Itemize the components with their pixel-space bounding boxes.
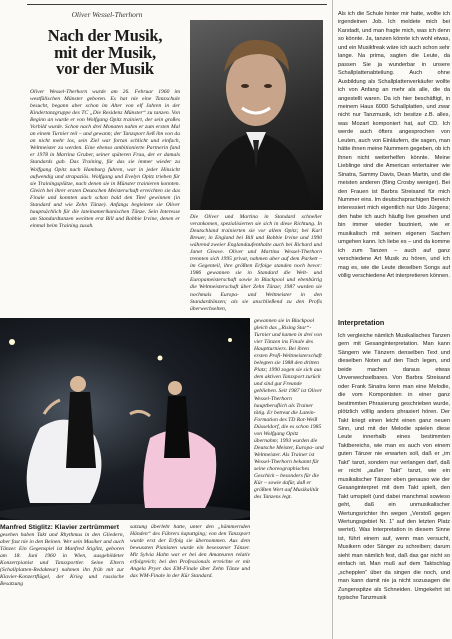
bottom-column-2: satzung überlebt hatte, unter den „hämmernden Händen“ des Führers kaputtging; von den Tanzsport wurde erst der Erfolg sie übernommen. Aus dem bewussten Pianisten wurde ein besessener Tänzer. Mit Sylvia Hahn war er bei den Amateuren relativ erfolgreich; bei den Professionals erreichte er mit Angela Pryer das EM-Finale über Zehn Tänze und das WM-Finale in der Kür Standard. [130, 524, 250, 580]
intro-paragraph: Oliver Wessel-Therhorn wurde am 26. Februar 1960 im westfälischen Münster geboren. Es hat nie eine Tanzschule besucht, begann aber schon im Alter von elf Jahren in der Kindertanzgruppe des TC „Die Residenz Münster“ zu tanzen. Von Beginn an wurde er von Wolfgang Opitz trainiert, der sein großes Vorbild wurde. Schon nach drei Monaten nahm er zum ersten Mal an einem Turnier teil – und gewann; der Tanzsport ließ ihn von da an nicht mehr los, sein Ziel war fortan schlicht und einfach, Weltmeister zu werden. Eine ebenso ambitionierte Partnerin fand er 1978 in Martina Gruber, seiner späteren Frau, der er damals Standards gab. Das Training, für das sie immer wieder zu Wolfgang Opitz nach Hamburg fuhren, war in jeder Hinsicht aufwendig und strapaziös. Wolfgang und Evelyn Opitz trieben für sie Trainingsplätze, nach denen sie in Münster trainieren konnten. Gleich bei ihrer ersten Deutschen Meisterschaft erreichten sie das Finale und konnten auch schon bald den Titel gewinnen (in Standard und wie Zehn Tänze). Anfangs begleitete sie Oliver hauptsächlich für die lateinamerikanischen Tänze. Sein Interesse am Standardtanzen weckten erst Bill und Bobbie Irvine, denen er einmal beim Training zusah. [30, 89, 180, 229]
dance-couple-photo [0, 318, 250, 520]
headline-line-3: vor der Musik [56, 59, 154, 78]
narrow-column: gewannen sie in Blackpool gleich das „Rising Star“-Turnier und kamen in drei von vier Tänzen ins Finale des Hauptturniers. Bei ihren ersten Profi-Weltmeisterschaft belegten sie 1988 den dritten Platz; 1990 zogen sie sich aus dem aktiven Tanzsport zurück und sind gut Freunde geblieben. Seit 1987 ist Oliver Wessel-Therhorn hauptberuflich als Trainer tätig. Er betreut die Latein-Formation des TD Rot-Weiß Düsseldorf, die es schon 1985 von Wolfgang Opitz übernahm; 1993 wurden die Deutsche Meister, Europa- und Weltmeister. Als Trainer ist Wessel-Therhorn bekannt für seine choreographisches Geschick – besonders für die Kür – sowie dafür, daß er größten Wert auf Musikalität des Tanzens legt. [254, 318, 324, 501]
right-column [338, 10, 450, 636]
column-divider [332, 0, 333, 639]
portrait-photo [190, 20, 323, 210]
bottom-column-1: gesehen haben Takt und Rhythmus in den Gliedern, aber fast nie in den Beinen. Wer sein Musiker und auch Tänzer. Ein Gegenspiel ist Manfred Stiglitz, geboren am 18. Juni 1960 in Wien, ausgebildeter Konzertpianist und Tanzsportler. Seine Eltern (Schallplatten-Redakteur) nahmen ihn früh mit zur Klavier-Konzertflügel, der Krieg und russische Besatzung [0, 532, 124, 588]
byline: Oliver Wessel-Therhorn [71, 10, 143, 19]
right-paragraph-1: Als ich die Schule hinter mir hatte, wollte ich irgendeinen Job. Ich meldete mich bei Karstadt, und man fragte mich, was ich denn so könnte. Ja, tanzen könnte ich wohl etwas, und ein Musikfreak wäre ich auch schon sehr lange. Na prima, sagten die Leute, da passen Sie ja wunderbar in unsere Schallplattenabteilung. Auch ohne Ausbildung als Schallplattenverkäufer wollte ich von Anfang an mehr als alle, die da angestellt waren. Da ich hier beschäftigt, in meinem Haus 6000 Schallplatten, und zwar nicht nur Tanzmusik, ich besitze z.B. alles, was Mozart komponiert hat, auf CD. Ich werde auch öfters angesprochen von Leuten, auch von Einläufern, die sagen, man hätte ihnen meine Nummern gegeben, ob ich ihnen nicht weiterhelfen könnte. Meine Lieblinge sind die American entertainer wie Sinatra, Sammy Davis, Dean Martin, und die meisten anderen (Bing Crosby weniger). Bei den Frauen ist Barbra Streisand für mich Nummer eins. Im deutschsprachigen Bereich interessiert mich eigentlich nur Udo Jürgens; den habe ich auch häufig live gesehen und bin immer wieder fasziniert, wie er musikalisch mit seinen eigenen Sachen umgehen kann. Ich liebe es – und da komme ich zum Tanzen – auch auf ganz verschiedene Art Musik zu hören, und ich mag es, wie die Leute dieselben Songs auf völlig verschiedene Art interpretieren können. [338, 11, 450, 280]
headline-line-2: mit der Musik, [54, 42, 156, 62]
top-rule [27, 4, 327, 5]
portrait-illustration [190, 20, 323, 210]
photo-caption: Die Oliver und Martina in Standard schneller verankomen, spezialisierten sie sich in diese Richtung. In Deutschland trainierten sie vor allem Opitz; bei Karl Breuer, in England bei Bill und Bobbie Irvine und 1990 während zweier Englandaufenthalte auch bei Richard und Janet Gleave. Oliver und Martina Wessel-Therhorn trennten sich 1995 privat, nahmen aber auf dem Parkett – im Gegenteil, ihre größten Erfolge standen noch bevor: 1986 gewannen sie in Standard die Welt- und Europameisterschaft sowie in Blackpool und ebenbürtig die Weltmeisterschaft über Zehn Tänze; 1987 wurden sie nochmals Europa- und Weltmeister in den Standardtänzen; als sie anschließend zu den Profis überwechselten, [190, 214, 322, 312]
interpretation-subhead: Interpretation [338, 318, 385, 327]
bottom-article-title: Manfred Stiglitz: Klavier zertrümmert [0, 524, 119, 531]
headline-line-1: Nach der Musik, [47, 26, 163, 45]
right-paragraph-2: Ich vergleiche nämlich Musikalisches Tanzen gern mit Gesanginterpretation. Man kann Sängern wie Tänzern denselben Text und dieselben Noten auf den Tisch legen, und beide machen daraus etwas Unverwechselbares. Von Barbra Streisand oder Frank Sinatra kenn man eine Melodie, die vom Komponisten in einer ganz bestimmten Phrasierung geschrieben wurde, plötzlich völlig anders phrasiert hören. Der Takt kriegt einen leicht einen ganz neuen Sinn, und mit der Melodie spielen diese Leute innerhalb eines bestimmten Taktbereichs, wie man es auch von einem guten Tänzer nie erwarten soll, daß er „im Takt“ tanzt, sondern nur verlangen darf, daß er nicht „außer Takt“ tanzt, wie ein musikalischer Tänzer eben genauso wie der Gesanginterpret mit dem Takt spielt, den Takt umspielt (und dabei manchmal sowieso geht, daß ein unmusikalischer Wertungsrichter ihn wegen „Verstoß gegen Wertungsgebiet Nr. 1“ auf den letzten Platz wertet). Was Interpretation in diesem Sinne ist, führt einem auf, wenn man versucht, Musikern oder Sänger zu schreiben; darum sieht man nämlich fest, daß das gar nicht so einfach ist. Man muß auf dem Taktschlag „schepplen“ über da singen die noch, und man kann damit nie ja nicht sozusagen die Zungenspitze als Schneiden. Umgekehrt ist typische Tanzmusik [338, 333, 450, 602]
headline [30, 28, 180, 78]
dance-illustration [0, 318, 250, 520]
